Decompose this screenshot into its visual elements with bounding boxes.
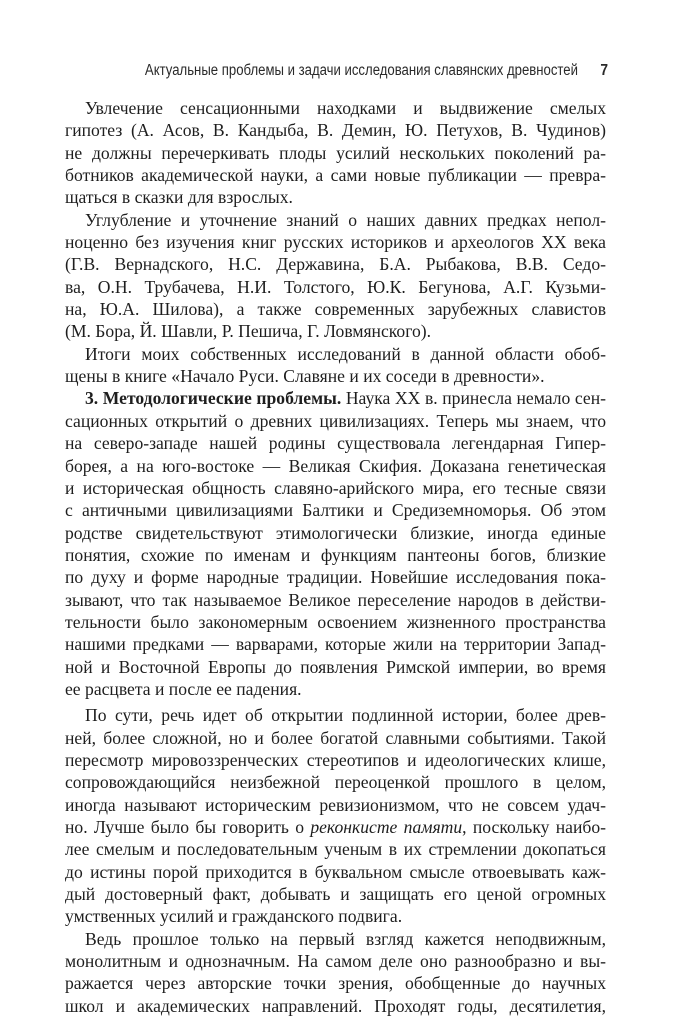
text-line: на, Ю.А. Шилова), а также современных зарубежных славистов — [65, 299, 606, 320]
text-line: борея, а на юго-востоке — Великая Скифия. Доказана генетическая — [65, 455, 606, 476]
text-line: щаться в сказки для взрослых. — [65, 187, 293, 208]
running-head-title: Актуальные проблемы и задачи исследования славянских древностей — [144, 62, 578, 79]
text-line: 3. Методологические проблемы. Наука XX в. принесла немало сен- — [85, 388, 606, 409]
text-line: тельности было закономерным освоением жизненного пространства — [65, 611, 606, 632]
text-line: (Г.В. Вернадского, Н.С. Державина, Б.А. Рыбакова, В.В. Седо- — [65, 254, 606, 275]
text-line: ражается через авторские точки зрения, обобщенные до научных — [65, 973, 606, 994]
text-line: Итоги моих собственных исследований в данной области обоб- — [85, 343, 606, 364]
paragraph-3 — [65, 343, 606, 388]
text-line: школ и академических направлений. Проходят годы, десятилетия, — [65, 995, 606, 1016]
text-line: ва, О.Н. Трубачева, Н.И. Толстого, Ю.К. Бегунова, А.Г. Кузьми- — [65, 276, 606, 297]
text-line: на северо-западе нашей родины существовала легендарная Гипер- — [65, 433, 606, 454]
text-line: зывают, что так называемое Великое переселение народов в действи- — [65, 589, 606, 610]
text-line: сационных открытий о древних цивилизациях. Теперь мы знаем, что — [65, 410, 606, 431]
text-line: сопровождающийся неизбежной переоценкой прошлого в целом, — [65, 772, 606, 793]
text-line: с античными цивилизациями Балтики и Средиземноморья. Об этом — [65, 500, 606, 521]
text-line: понятия, схожие по именам и функциям пантеоны богов, близкие — [65, 544, 606, 565]
section-heading: 3. Методологические проблемы. — [85, 388, 342, 409]
text-line: до истины порой приходится в буквальном смысле отвоевывать каж- — [65, 861, 606, 882]
emphasis-reconquista-of-memory: реконкисте памяти — [310, 817, 463, 837]
text-line: ней, более сложной, но и более богатой славными событиями. Такой — [65, 727, 606, 748]
text-line: умственных усилий и гражданского подвига. — [65, 906, 403, 927]
text-line: но. Лучше было бы говорить о реконкисте памяти, поскольку наибо- — [65, 817, 606, 837]
running-head — [144, 59, 608, 83]
text-line: по духу и форме народные традиции. Новейшие исследования пока- — [65, 567, 606, 588]
text-line: не должны перечеркивать плоды усилий нескольких поколений ра- — [65, 142, 606, 163]
text-line: лее смелым и последовательным ученым в их стремлении докопаться — [65, 839, 606, 860]
paragraph-6 — [65, 928, 606, 1017]
text-line: щены в книге «Начало Руси. Славяне и их соседи в древности». — [65, 366, 545, 387]
text-line: родстве свидетельствуют этимологически близкие, иногда единые — [65, 522, 606, 543]
text-line: Ведь прошлое только на первый взгляд кажется неподвижным, — [85, 928, 606, 949]
text-line: Углубление и уточнение знаний о наших давних предках непол- — [85, 209, 606, 230]
paragraph-2 — [65, 209, 606, 343]
text-line: пересмотр мировоззренческих стереотипов и идеологических клише, — [65, 749, 606, 770]
text-line: ботников академической науки, а сами новые публикации — превра- — [65, 165, 606, 186]
paragraph-5 — [65, 704, 606, 927]
text-line: ее расцвета и после ее падения. — [65, 678, 302, 699]
text-line: нашими предками — варварами, которые жили на территории Запад- — [65, 634, 606, 655]
text-line: ной и Восточной Европы до появления Римской империи, во время — [65, 656, 606, 677]
paragraph-1 — [65, 97, 606, 209]
text-line: По сути, речь идет об открытии подлинной истории, более древ- — [85, 705, 606, 726]
text-line: Увлечение сенсационными находками и выдвижение смелых — [85, 98, 606, 118]
text-line: дый достоверный факт, добывать и защищать его ценой огромных — [65, 884, 606, 905]
text-line: и историческая общность славяно-арийского мира, его тесные связи — [65, 477, 606, 498]
text-line: ноценно без изучения книг русских историков и археологов XX века — [65, 232, 606, 253]
paragraph-methodological-problems — [65, 387, 606, 700]
text-line: гипотез (А. Асов, В. Кандыба, В. Демин, Ю. Петухов, В. Чудинов) — [65, 120, 606, 141]
body-text — [65, 97, 606, 1017]
text-line: монолитным и однозначным. На самом деле оно разнообразно и вы- — [65, 951, 606, 972]
text-line: (М. Бора, Й. Шавли, Р. Пешича, Г. Ловмянского). — [65, 321, 432, 342]
page-number: 7 — [600, 62, 608, 79]
text-line: иногда называют историческим ревизионизмом, что не совсем удач- — [65, 794, 606, 815]
